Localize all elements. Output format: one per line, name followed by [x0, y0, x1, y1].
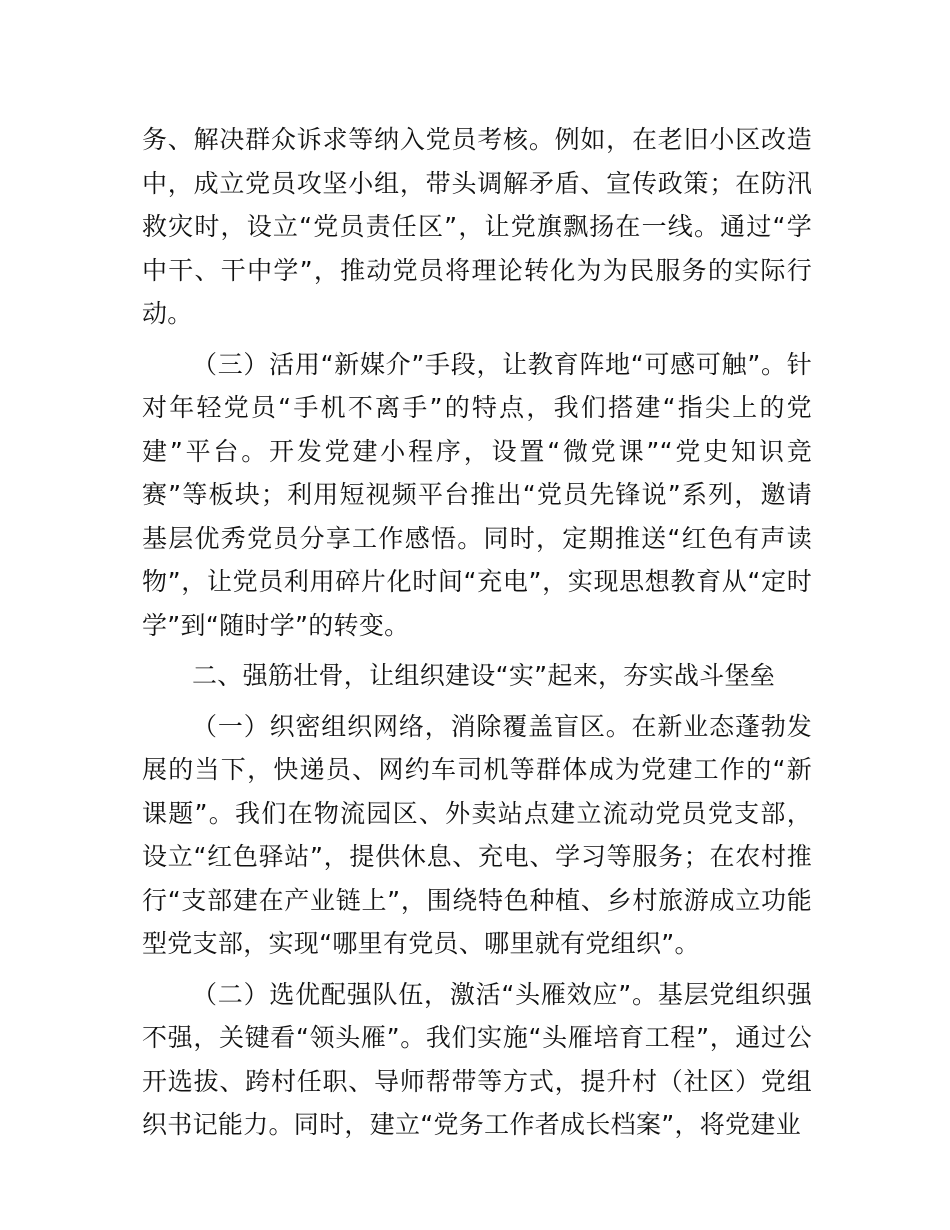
paragraph-section-three: （三）活用“新媒介”手段，让教育阵地“可感可触”。针对年轻党员“手机不离手”的特点，我们搭建“指尖上的党建”平台。开发党建小程序，设置“微党课”“党史知识竞赛”等板块；利用短视频平台推出“党员先锋说”系列，邀请基层优秀党员分享工作感悟。同时，定期推送“红色有声读物”，让党员利用碎片化时间“充电”，实现思想教育从“定时学”到“随时学”的转变。 — [142, 349, 812, 640]
paragraph-continued: 务、解决群众诉求等纳入党员考核。例如，在老旧小区改造中，成立党员攻坚小组，带头调解矛盾、宣传政策；在防汛救灾时，设立“党员责任区”，让党旗飘扬在一线。通过“学中干、干中学”，推动党员将理论转化为为民服务的实际行动。 — [142, 125, 812, 328]
section-heading-two: 二、强筋壮骨，让组织建设“实”起来，夯实战斗堡垒 — [192, 661, 776, 690]
document-body — [142, 118, 812, 1147]
paragraph-subsection-two: （二）选优配强队伍，激活“头雁效应”。基层党组织强不强，关键看“领头雁”。我们实施“头雁培育工程”，通过公开选拔、跨村任职、导师帮带等方式，提升村（社区）党组织书记能力。同时，建立“党务工作者成长档案”，将党建业 — [142, 979, 812, 1139]
paragraph-subsection-one: （一）织密组织网络，消除覆盖盲区。在新业态蓬勃发展的当下，快递员、网约车司机等群体成为党建工作的“新课题”。我们在物流园区、外卖站点建立流动党员党支部，设立“红色驿站”，提供休息、充电、学习等服务；在农村推行“支部建在产业链上”，围绕特色种植、乡村旅游成立功能型党支部，实现“哪里有党员、哪里就有党组织”。 — [142, 711, 812, 958]
